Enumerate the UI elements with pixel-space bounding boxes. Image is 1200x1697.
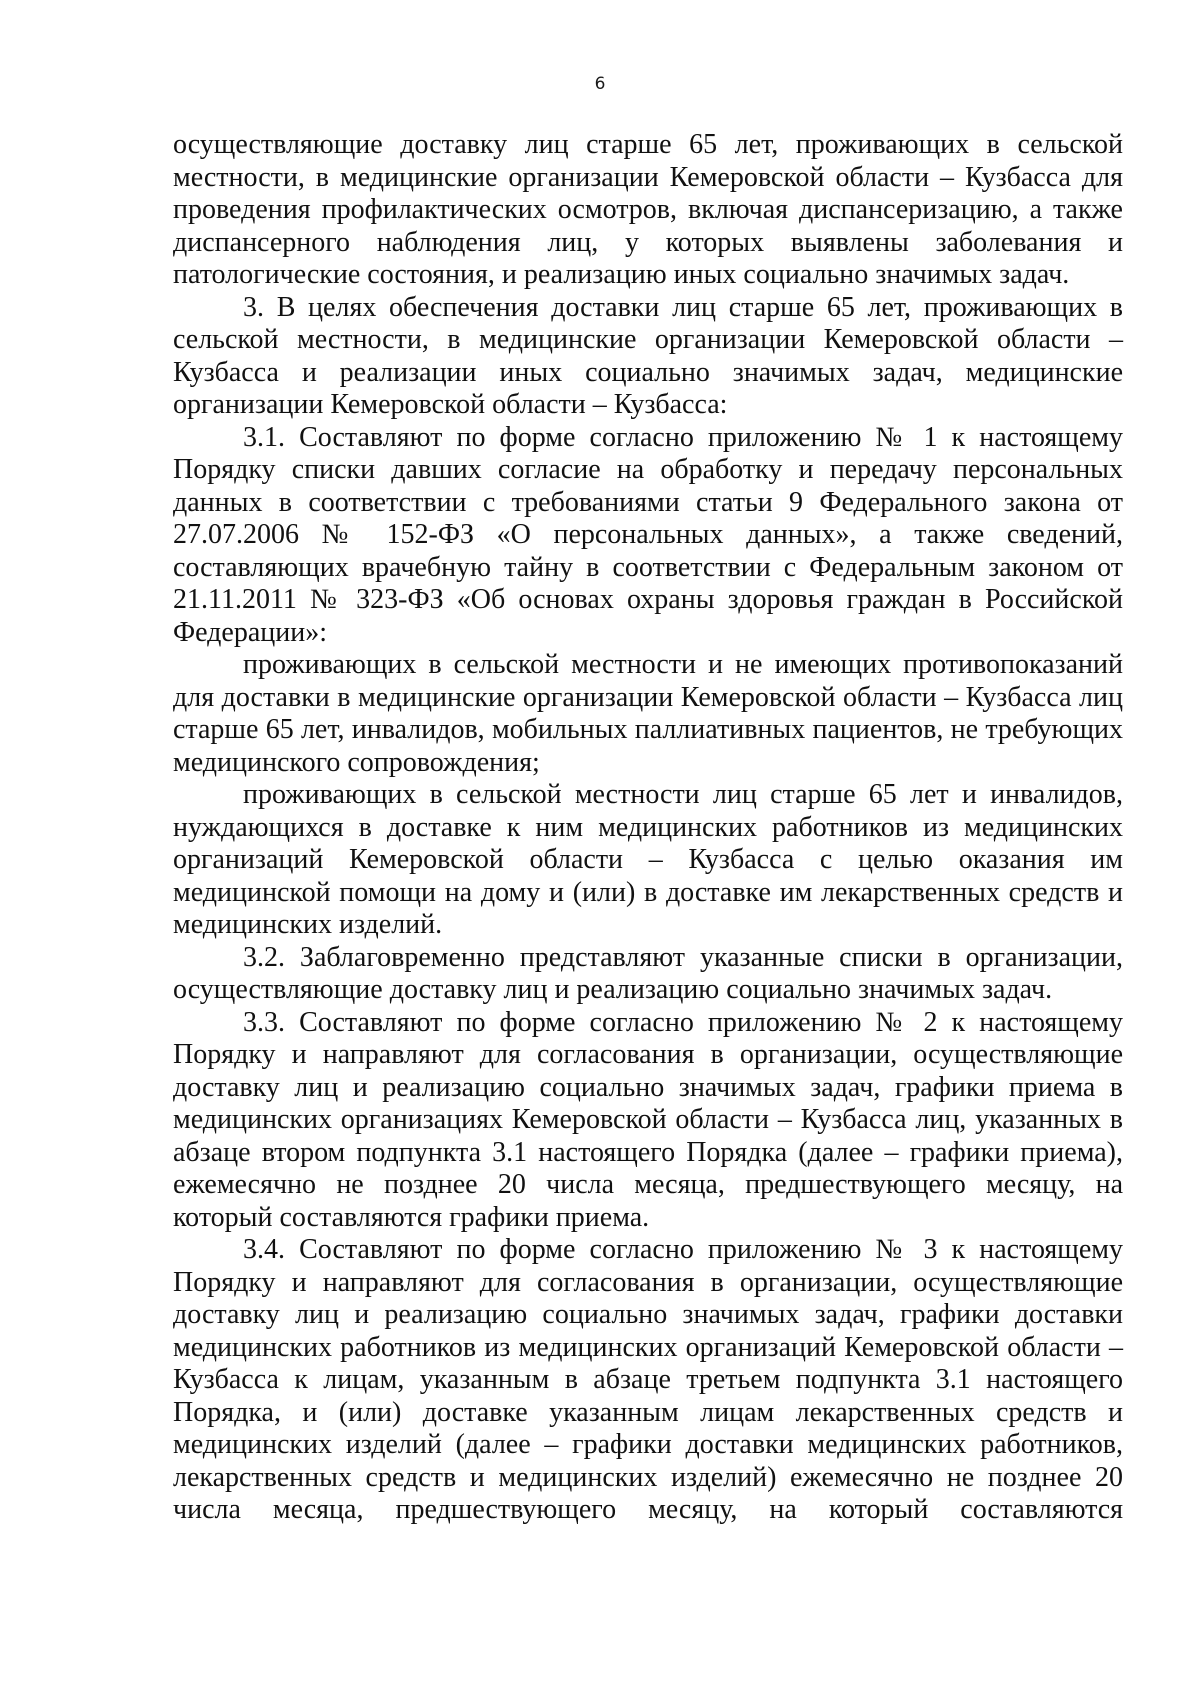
paragraph-item-3-1-b: проживающих в сельской местности лиц старше 65 лет и инвалидов, нуждающихся в доставке к ним медицинских работников из медицинских организаций Кемеровской области – Кузбасса с целью оказания им медицинской помощи на дому и (или) в доставке им лекарственных средств и медицинских изделий.	[173, 779, 1123, 940]
paragraph-item-3-1: 3.1. Составляют по форме согласно приложению № 1 к настоящему Порядку списки давших согласие на обработку и передачу персональных данных в соответствии с требованиями статьи 9 Федерального закона от 27.07.2006 № 152-ФЗ «О персональных данных», а также сведений, составляющих врачебную тайну в соответствии с Федеральным законом от 21.11.2011 № 323-ФЗ «Об основах охраны здоровья граждан в Российской Федерации»:	[173, 421, 1123, 648]
paragraph-item-3: 3. В целях обеспечения доставки лиц старше 65 лет, проживающих в сельской местности, в медицинские организации Кемеровской области – Кузбасса и реализации иных социально значимых задач, медицинские организации Кемеровской области – Кузбасса:	[173, 291, 1123, 420]
document-body	[173, 129, 1123, 1527]
paragraph-item-3-1-a: проживающих в сельской местности и не имеющих противопоказаний для доставки в медицинские организации Кемеровской области – Кузбасса лиц старше 65 лет, инвалидов, мобильных паллиативных пациентов, не требующих медицинского сопровождения;	[173, 649, 1123, 778]
paragraph-item-3-2: 3.2. Заблаговременно представляют указанные списки в организации, осуществляющие доставку лиц и реализацию социально значимых задач.	[173, 941, 1123, 1005]
page-number: 6	[594, 74, 606, 94]
paragraph-item-3-3: 3.3. Составляют по форме согласно приложению № 2 к настоящему Порядку и направляют для согласования в организации, осуществляющие доставку лиц и реализацию социально значимых задач, графики приема в медицинских организациях Кемеровской области – Кузбасса лиц, указанных в абзаце втором подпункта 3.1 настоящего Порядка (далее – графики приема), ежемесячно не позднее 20 числа месяца, предшествующего месяцу, на который составляются графики приема.	[173, 1006, 1123, 1233]
paragraph-item-3-4: 3.4. Составляют по форме согласно приложению № 3 к настоящему Порядку и направляют для согласования в организации, осуществляющие доставку лиц и реализацию социально значимых задач, графики доставки медицинских работников из медицинских организаций Кемеровской области – Кузбасса к лицам, указанным в абзаце третьем подпункта 3.1 настоящего Порядка, и (или) доставке указанным лицам лекарственных средств и медицинских изделий (далее – графики доставки медицинских работников, лекарственных средств и медицинских изделий) ежемесячно не позднее 20 числа месяца, предшествующего месяцу, на который составляются	[173, 1234, 1123, 1525]
paragraph-continuation: осуществляющие доставку лиц старше 65 лет, проживающих в сельской местности, в медицинские организации Кемеровской области – Кузбасса для проведения профилактических осмотров, включая диспансеризацию, а также диспансерного наблюдения лиц, у которых выявлены заболевания и патологические состояния, и реализацию иных социально значимых задач.	[173, 129, 1123, 290]
